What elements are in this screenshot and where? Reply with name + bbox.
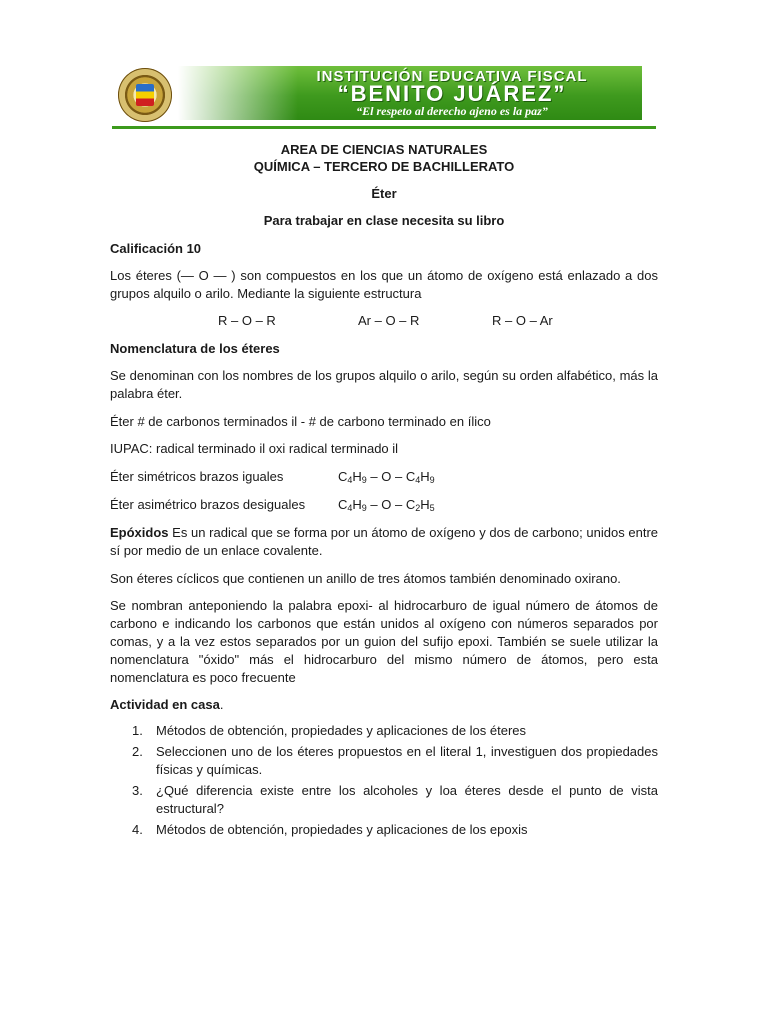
activity-list — [110, 722, 658, 842]
school-header — [112, 60, 656, 132]
grade-label: Calificación 10 — [110, 241, 202, 256]
list-item: 1. Métodos de obtención, propiedades y aplicaciones de los éteres — [132, 723, 527, 738]
epoxides-term: Epóxidos — [110, 525, 169, 540]
asymmetric-label: Éter asimétrico brazos desiguales — [110, 497, 306, 512]
symmetric-formula: $C_4H_9$ – O – $C_4H_9$ — [338, 469, 435, 485]
header-divider — [112, 126, 656, 129]
course-title: QUÍMICA – TERCERO DE BACHILLERATO — [253, 159, 515, 174]
asymmetric-formula: $C_4H_9$ – O – $C_2H_5$ — [338, 497, 435, 513]
epoxides-cyclic-paragraph: Son éteres cíclicos que contienen un anillo de tres átomos también denominado oxirano. — [110, 571, 621, 586]
epoxides-definition: Es un radical que se forma por un átomo de oxígeno y dos de carbono; unidos entre sí por medio de un enlace covalente. — [110, 525, 658, 558]
list-item: 2. Seleccionen uno de los éteres propuestos en el literal 1, investiguen dos propiedades físicas y químicas. — [132, 744, 658, 777]
structure-formula: Ar – O – R — [358, 313, 420, 328]
intro-paragraph: Los éteres (— O — ) son compuestos en los que un átomo de oxígeno está enlazado a dos grupos alquilo o arilo. Mediante la siguiente estructura — [110, 268, 658, 301]
topic-title: Éter — [371, 186, 397, 201]
banner-motto: “El respeto al derecho ajeno es la paz” — [356, 104, 548, 118]
structure-formula: R – O – Ar — [492, 313, 553, 328]
nomenclature-rule: Éter # de carbonos terminados il - # de carbono terminado en ílico — [110, 414, 491, 429]
school-seal-icon — [118, 68, 172, 122]
list-item: 4. Métodos de obtención, propiedades y aplicaciones de los epoxis — [132, 822, 528, 837]
list-item: 3. ¿Qué diferencia existe entre los alcoholes y loa éteres desde el punto de vista estructural? — [132, 783, 658, 816]
nomenclature-heading: Nomenclatura de los éteres — [110, 341, 280, 356]
banner-institution: INSTITUCIÓN EDUCATIVA FISCAL — [316, 68, 588, 85]
activity-heading: Actividad en casa. — [110, 697, 224, 712]
symmetric-label: Éter simétricos brazos iguales — [110, 469, 284, 484]
banner-school-name: “BENITO JUÁREZ” — [337, 81, 567, 106]
area-title: AREA DE CIENCIAS NATURALES — [280, 142, 488, 157]
epoxides-paragraph — [110, 524, 658, 560]
epoxides-naming-paragraph: Se nombran anteponiendo la palabra epoxi- al hidrocarburo de igual número de átomos de carbono e indicando los carbonos que están unidos al oxígeno con números separados por comas, y a la vez estos separados por un guion del sufijo epoxi. También se suele utilizar la nomenclatura "óxido" más el hidrocarburo del mismo número de átomos, pero esta nomenclatura es poco frecuente — [110, 598, 658, 685]
iupac-rule: IUPAC: radical terminado il oxi radical terminado il — [110, 441, 399, 456]
nomenclature-paragraph: Se denominan con los nombres de los grupos alquilo o arilo, según su orden alfabético, más la palabra éter. — [110, 368, 658, 401]
school-banner — [178, 66, 642, 120]
instruction-text: Para trabajar en clase necesita su libro — [263, 213, 505, 228]
structure-formula: R – O – R — [218, 313, 276, 328]
